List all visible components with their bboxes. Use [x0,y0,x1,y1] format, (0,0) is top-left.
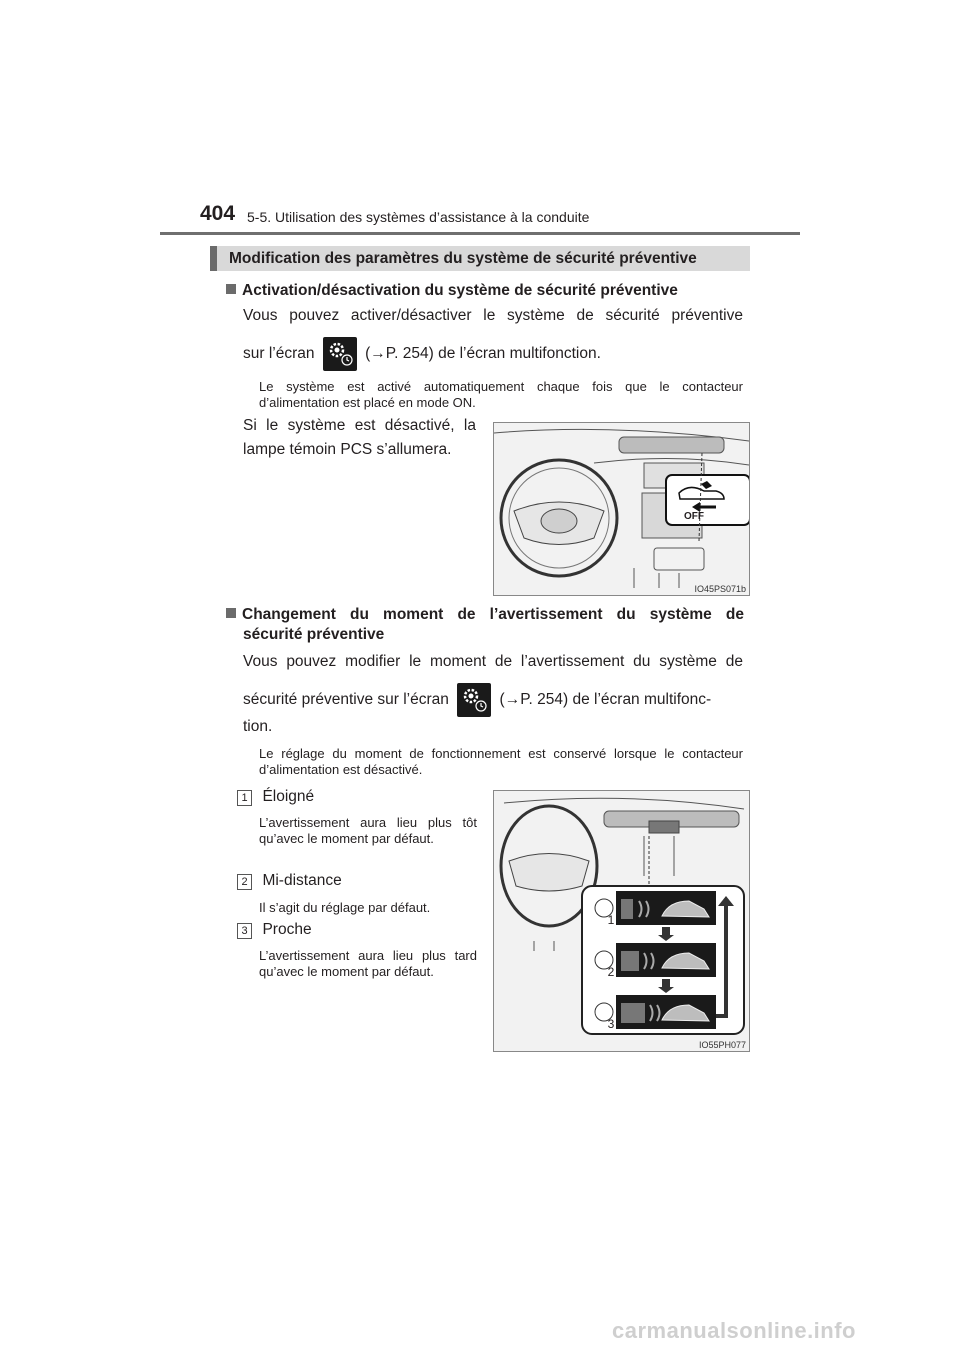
item-near-desc: L’avertissement aura lieu plus tard qu’avec le moment par défaut. [259,948,477,979]
timing-line-1: Vous pouvez modifier le moment de l’avertissement du système de [243,653,743,670]
item-label: Mi-distance [262,872,342,889]
chapter-title: 5-5. Utilisation des systèmes d’assistance à la conduite [247,209,590,225]
item-near [237,921,312,939]
activation-line-2-after: (→P. 254) de l’écran multifonction. [365,345,601,363]
settings-screen-icon[interactable] [457,683,491,717]
figure-code-1: IO45PS071b [694,584,746,594]
item-far [237,788,314,806]
settings-screen-icon[interactable] [323,337,357,371]
header-divider [160,232,800,235]
section-title: Modification des paramètres du système de sécurité préventive [229,250,697,267]
figure-label-1: 1 [607,913,615,927]
lamp-description: Si le système est désactivé, la lampe témoin PCS s’allumera. [243,417,476,458]
item-far-desc: L’avertissement aura lieu plus tôt qu’avec le moment par défaut. [259,815,477,846]
timing-line-2-after: (→P. 254) de l’écran multifonc- [499,691,712,709]
item-label: Proche [262,921,312,938]
subheading-activation [226,282,678,300]
item-number: 1 [237,790,252,806]
timing-line-2-before: sécurité préventive sur l’écran [243,691,449,709]
timing-line-2 [243,683,711,717]
activation-line-2 [243,337,601,371]
dashboard-figure-timing [493,790,750,1052]
dashboard-illustration [494,423,749,595]
item-label: Éloigné [262,788,315,805]
dashboard-figure-pcs-off [493,422,750,596]
watermark: carmanualsonline.info [612,1318,856,1343]
item-number: 3 [237,923,252,939]
timing-note: Le réglage du moment de fonctionnement est conservé lorsque le contacteur d’alimentation est désactivé. [259,746,743,777]
timing-line-3: tion. [243,718,273,735]
square-bullet-icon [226,608,236,618]
subheading-timing-line2: sécurité préventive [243,626,385,643]
subheading-timing-line1: Changement du moment de l’avertissement du système de [242,606,744,623]
figure-code-2: IO55PH077 [698,1040,746,1050]
item-number: 2 [237,874,252,890]
activation-line-1: Vous pouvez activer/désactiver le système de sécurité préventive [243,307,743,324]
figure-label-2: 2 [607,965,615,979]
subheading-activation-text: Activation/désactivation du système de sécurité préventive [242,282,678,299]
pcs-off-label: OFF [684,511,704,522]
subheading-timing [226,606,744,624]
page-number: 404 [200,202,236,225]
figure-label-3: 3 [607,1017,615,1031]
item-mid-desc: Il s’agit du réglage par défaut. [259,900,431,915]
section-heading-bar [210,246,750,271]
activation-line-2-before: sur l’écran [243,345,315,363]
item-mid [237,872,342,890]
square-bullet-icon [226,284,236,294]
timing-illustration [494,791,749,1051]
activation-note: Le système est activé automatiquement chaque fois que le contacteur d’alimentation est placé en mode ON. [259,379,743,410]
